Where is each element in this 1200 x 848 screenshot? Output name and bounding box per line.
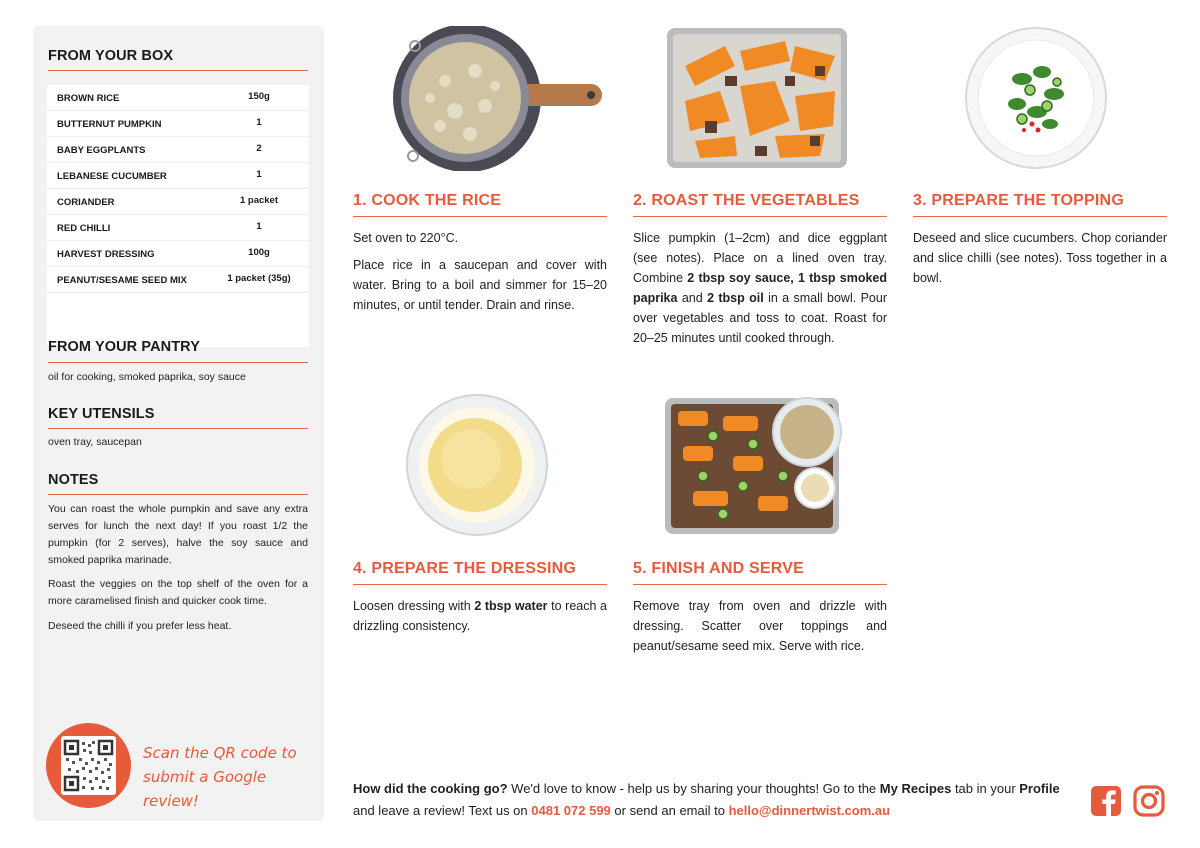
divider [633,584,887,585]
instagram-icon[interactable] [1133,785,1165,817]
step-3-text: Deseed and slice cucumbers. Chop coriander and slice chilli (see notes). Toss together in a bowl. [913,231,1167,285]
note-1: You can roast the whole pumpkin and save any extra serves for lunch the next day! If you roast 1/2 the pumpkin (for 2 serves), halve the soy sauce and smoked paprika marinade. [48,503,308,566]
qr-caption-line2: submit a Google review! [143,768,267,810]
step-4-body [353,596,607,643]
facebook-icon[interactable] [1090,785,1122,817]
ingredient-row [47,111,309,137]
qr-caption-line1: Scan the QR code to [143,744,297,762]
footer-text: We'd love to know - help us by sharing your thoughts! Go to the [507,781,880,796]
ingredient-name: CORIANDER [57,197,115,208]
ingredient-row [47,189,309,215]
step-1-title: 1. COOK THE RICE [353,192,502,209]
ingredient-name: HARVEST DRESSING [57,249,155,260]
step-2-body [633,228,887,355]
step-4-text: to reach a drizzling consistency. [353,599,607,633]
my-recipes-link[interactable]: My Recipes [879,781,952,796]
qr-caption [143,741,318,813]
ingredient-name: RED CHILLI [57,223,111,234]
rice-strainer-image [385,26,605,171]
ingredient-name: BUTTERNUT PUMPKIN [57,119,162,130]
ingredient-row [47,267,309,293]
sidebar [33,26,324,821]
topping-bowl-image [962,24,1110,172]
footer-text: tab in your [951,781,1020,796]
ingredient-name: BABY EGGPLANTS [57,145,146,156]
ingredient-row [47,85,309,111]
profile-link[interactable]: Profile [1019,781,1060,796]
step-1-text: Set oven to 220°C. [353,231,459,245]
divider [48,70,308,71]
step-2-text: in a small bowl. Pour over vegetables and toss to coat. Roast for 20–25 minutes until cooked through. [633,291,887,345]
divider [48,494,308,495]
step-2-text: and [677,291,708,305]
step-4-title: 4. PREPARE THE DRESSING [353,560,577,577]
step-3-body [913,228,1167,295]
divider [353,216,607,217]
divider [48,362,308,363]
ingredient-name: BROWN RICE [57,93,120,104]
divider [48,428,308,429]
step-5-title: 5. FINISH AND SERVE [633,560,804,577]
ingredient-list [47,85,309,347]
dressing-bowl-image [405,393,549,537]
step-2-text: Slice pumpkin (1–2cm) and dice eggplant (see notes). Place on a lined oven tray. Combine [633,231,887,285]
phone-link[interactable]: 0481 072 599 [531,803,611,818]
footer-text: and leave a review! Text us on [353,803,532,818]
ingredient-qty: 100g [248,247,270,258]
step-1-text: Place rice in a saucepan and cover with water. Bring to a boil and simmer for 15–20 minutes, or until tender. Drain and rinse. [353,258,607,312]
from-your-box-title: FROM YOUR BOX [48,48,174,64]
finished-dish-image [663,396,843,536]
step-2-bold: 2 tbsp soy sauce, 1 tbsp smoked paprika [633,271,888,305]
divider [633,216,887,217]
ingredient-qty: 150g [248,91,270,102]
step-3-title: 3. PREPARE THE TOPPING [913,192,1124,209]
step-5-body [633,596,887,663]
note-3: Deseed the chilli if you prefer less heat. [48,620,232,632]
step-4-text: Loosen dressing with [353,599,475,613]
ingredient-row [47,215,309,241]
ingredient-qty: 1 [256,117,262,128]
step-1-body [353,228,607,322]
divider [913,216,1167,217]
note-2: Roast the veggies on the top shelf of the oven for a more caramelised finish and quicker cook time. [48,578,308,607]
ingredient-row [47,163,309,189]
step-5-text: Remove tray from oven and drizzle with dressing. Scatter over toppings and peanut/sesame seed mix. Serve with rice. [633,599,887,653]
ingredient-name: PEANUT/SESAME SEED MIX [57,275,187,286]
ingredient-row [47,137,309,163]
utensils-text: oven tray, saucepan [48,436,142,448]
footer-question: How did the cooking go? [353,781,508,796]
ingredient-qty: 1 packet (35g) [227,273,291,284]
ingredient-row [47,241,309,267]
email-link[interactable]: hello@dinnertwist.com.au [728,803,891,818]
step-2-bold: 2 tbsp oil [707,291,764,305]
notes-title: NOTES [48,472,99,488]
roast-tray-image [665,26,849,170]
qr-badge[interactable] [46,723,131,808]
ingredient-name: LEBANESE CUCUMBER [57,171,167,182]
pantry-title: FROM YOUR PANTRY [48,339,200,355]
step-4-bold: 2 tbsp water [474,599,548,613]
utensils-title: KEY UTENSILS [48,406,155,422]
ingredient-qty: 2 [256,143,262,154]
step-2-title: 2. ROAST THE VEGETABLES [633,192,860,209]
review-footer [353,778,1075,822]
ingredient-qty: 1 [256,221,262,232]
qr-code-icon[interactable] [61,736,116,795]
pantry-text: oil for cooking, smoked paprika, soy sauce [48,371,246,383]
divider [353,584,607,585]
ingredient-qty: 1 packet [239,195,279,206]
footer-text: or send an email to [610,803,729,818]
ingredient-qty: 1 [256,169,262,180]
